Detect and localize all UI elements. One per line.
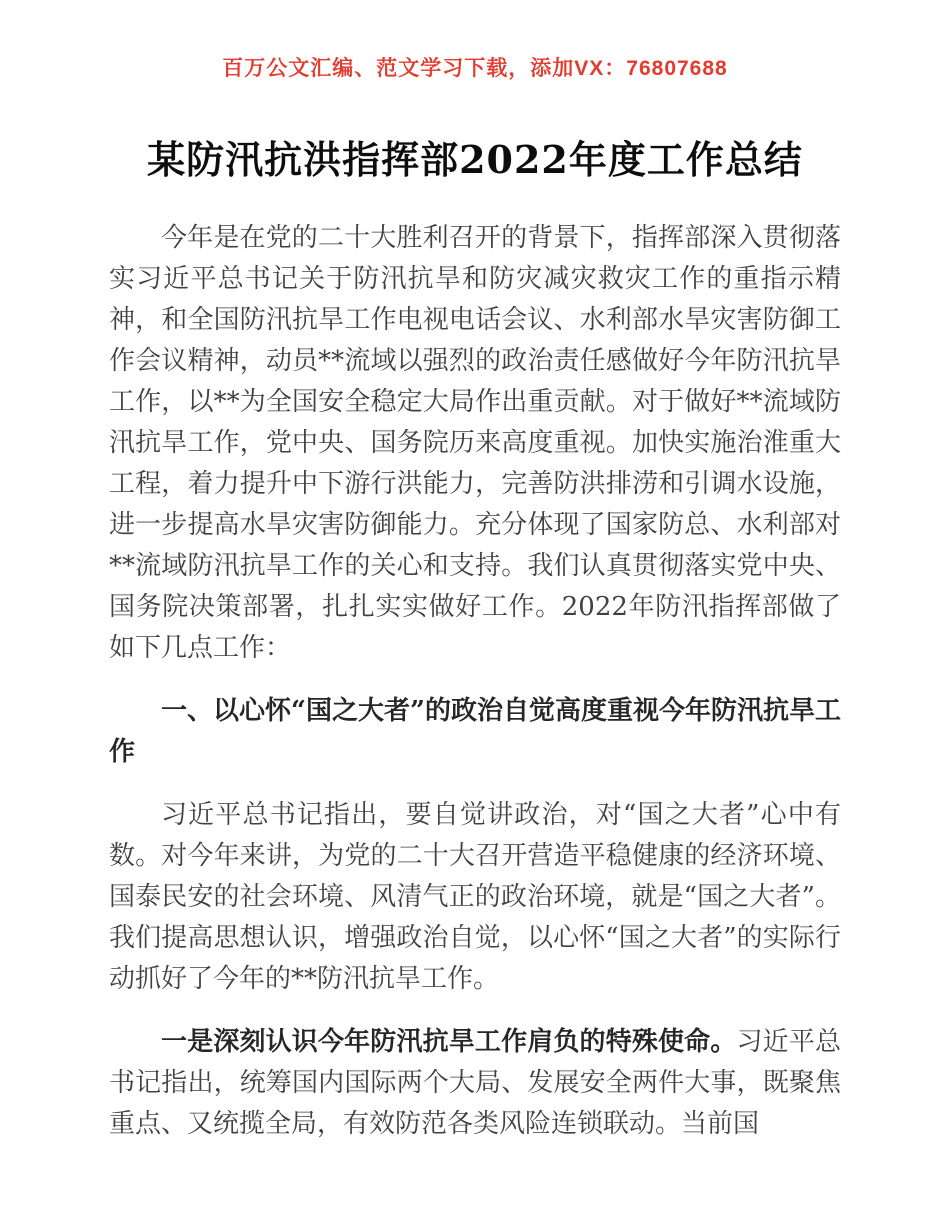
document-title: 某防汛抗洪指挥部2022年度工作总结 <box>147 137 803 183</box>
promo-header: 百万公文汇编、范文学习下载，添加VX：76807688 <box>222 57 728 80</box>
point-1-bold-lead: 一是深刻认识今年防汛抗旱工作肩负的特殊使命。 <box>161 1027 737 1057</box>
point-1-text: 习近平总书记指出，统筹国内国际两个大局、发展安全两件大事，既聚焦重点、又统揽全局，有效防范各类风险连锁联动。当前国 <box>109 1027 841 1139</box>
section-1-heading: 一、以心怀“国之大者”的政治自觉高度重视今年防汛抗旱工作 <box>109 696 841 767</box>
point-1-paragraph <box>109 1022 841 1145</box>
document-body <box>109 218 841 1167</box>
intro-paragraph: 今年是在党的二十大胜利召开的背景下，指挥部深入贯彻落实习近平总书记关于防汛抗旱和防灾减灾救灾工作的重指示精神，和全国防汛抗旱工作电视电话会议、水利部水旱灾害防御工作会议精神，动员**流域以强烈的政治责任感做好今年防汛抗旱工作，以**为全国安全稳定大局作出重贡献。对于做好**流域防汛抗旱工作，党中央、国务院历来高度重视。加快实施治淮重大工程，着力提升中下游行洪能力，完善防洪排涝和引调水设施，进一步提高水旱灾害防御能力。充分体现了国家防总、水利部对**流域防汛抗旱工作的关心和支持。我们认真贯彻落实党中央、国务院决策部署，扎扎实实做好工作。2022年防汛指挥部做了如下几点工作： <box>109 223 841 663</box>
section-1-paragraph: 习近平总书记指出，要自觉讲政治，对“国之大者”心中有数。对今年来讲，为党的二十大召开营造平稳健康的经济环境、国泰民安的社会环境、风清气正的政治环境，就是“国之大者”。我们提高思想认识，增强政治自觉，以心怀“国之大者”的实际行动抓好了今年的**防汛抗旱工作。 <box>109 800 841 994</box>
